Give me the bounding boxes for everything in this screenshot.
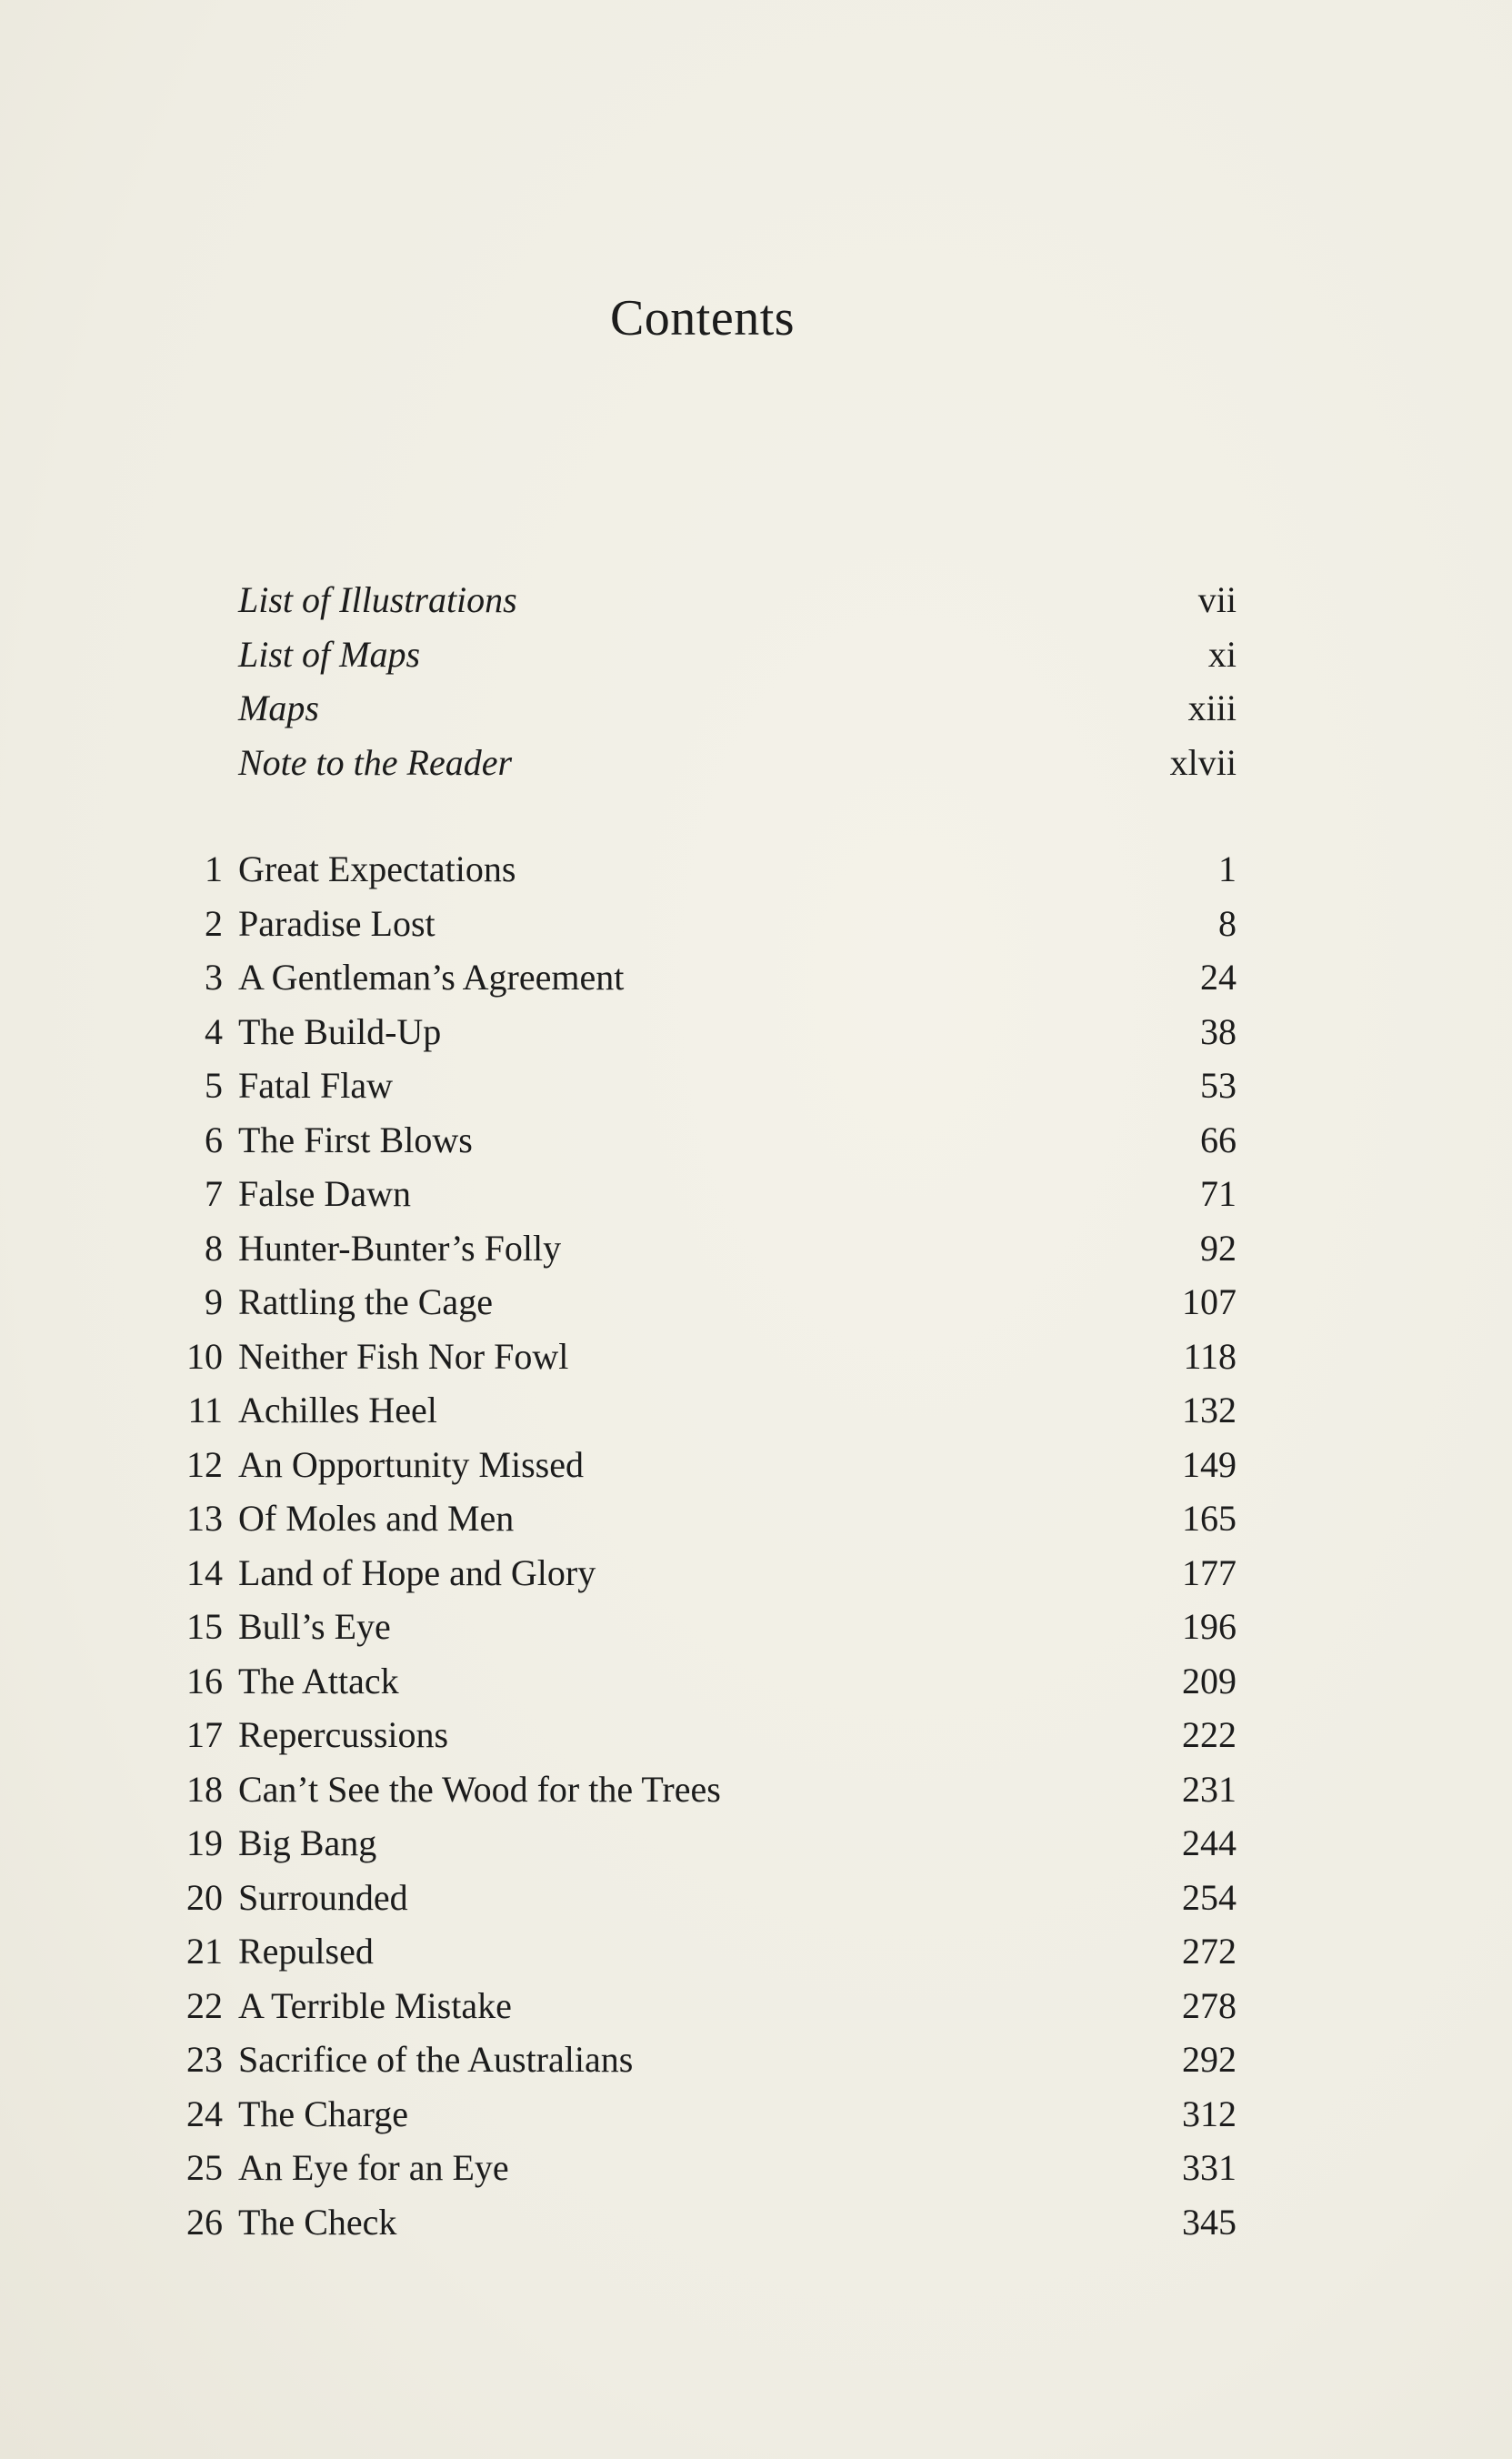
entry-title: Note to the Reader bbox=[238, 741, 513, 783]
chapter-number: 7 bbox=[205, 1173, 223, 1214]
chapter-page-number: 118 bbox=[1183, 1335, 1237, 1377]
entry-page-number: xiii bbox=[1187, 688, 1237, 728]
chapter-number: 18 bbox=[186, 1768, 223, 1810]
chapter-title: Fatal Flaw bbox=[238, 1065, 393, 1106]
chapter-number: 12 bbox=[186, 1443, 223, 1485]
chapter-title: The Charge bbox=[238, 2093, 408, 2134]
chapter-page-number: 272 bbox=[1182, 1931, 1237, 1972]
chapter-entry bbox=[155, 1871, 1237, 1925]
chapter-number: 9 bbox=[205, 1281, 223, 1322]
chapter-page-number: 53 bbox=[1200, 1065, 1237, 1106]
chapter-title: Hunter-Bunter’s Folly bbox=[238, 1227, 562, 1269]
chapter-entry bbox=[155, 1708, 1237, 1762]
entry-page-number: xlvii bbox=[1169, 741, 1237, 783]
chapter-number: 16 bbox=[186, 1660, 223, 1701]
chapter-page-number: 8 bbox=[1218, 902, 1237, 944]
chapter-title: A Gentleman’s Agreement bbox=[238, 957, 625, 998]
front-matter-list bbox=[155, 573, 1237, 789]
chapter-entry bbox=[155, 1438, 1237, 1492]
chapter-page-number: 345 bbox=[1182, 2201, 1237, 2243]
chapter-entry bbox=[155, 1383, 1237, 1438]
front-matter-entry bbox=[155, 736, 1237, 790]
chapter-number: 14 bbox=[186, 1551, 223, 1593]
entry-title: List of Maps bbox=[238, 633, 421, 675]
chapter-entry bbox=[155, 1816, 1237, 1871]
chapter-entry bbox=[155, 1275, 1237, 1330]
chapter-entry bbox=[155, 1113, 1237, 1168]
chapter-page-number: 231 bbox=[1182, 1768, 1237, 1810]
chapter-entry bbox=[155, 1979, 1237, 2033]
chapter-page-number: 1 bbox=[1218, 848, 1237, 889]
chapter-number: 3 bbox=[205, 957, 223, 998]
chapter-entry bbox=[155, 842, 1237, 897]
chapter-title: Sacrifice of the Australians bbox=[238, 2039, 634, 2080]
chapter-page-number: 92 bbox=[1200, 1227, 1237, 1269]
chapter-title: The Build-Up bbox=[238, 1010, 442, 1052]
chapter-entry bbox=[155, 1546, 1237, 1601]
page-title: Contents bbox=[609, 290, 796, 346]
chapter-page-number: 312 bbox=[1182, 2093, 1237, 2134]
chapter-entry bbox=[155, 1600, 1237, 1654]
chapter-page-number: 278 bbox=[1182, 1984, 1237, 2026]
chapter-title: Big Bang bbox=[238, 1822, 377, 1863]
front-matter-entry bbox=[155, 627, 1237, 682]
chapter-number: 1 bbox=[205, 848, 223, 889]
chapter-page-number: 107 bbox=[1182, 1281, 1237, 1322]
chapter-title: Of Moles and Men bbox=[238, 1498, 515, 1539]
chapter-page-number: 222 bbox=[1182, 1714, 1237, 1755]
front-matter-entry bbox=[155, 681, 1237, 736]
chapter-number: 26 bbox=[186, 2201, 223, 2243]
chapter-entry bbox=[155, 1167, 1237, 1221]
chapter-number: 5 bbox=[205, 1065, 223, 1106]
chapter-page-number: 196 bbox=[1182, 1606, 1237, 1647]
entry-title: Maps bbox=[238, 688, 319, 728]
chapter-entry bbox=[155, 1059, 1237, 1113]
chapter-number: 4 bbox=[205, 1010, 223, 1052]
chapter-number: 11 bbox=[187, 1390, 223, 1430]
chapter-entry bbox=[155, 1654, 1237, 1709]
chapter-number: 25 bbox=[186, 2147, 223, 2188]
chapter-page-number: 165 bbox=[1182, 1498, 1237, 1539]
chapter-page-number: 71 bbox=[1200, 1173, 1237, 1214]
chapter-entry bbox=[155, 1221, 1237, 1276]
chapter-number: 20 bbox=[186, 1876, 223, 1918]
chapter-number: 19 bbox=[186, 1822, 223, 1863]
chapter-title: Rattling the Cage bbox=[238, 1281, 493, 1322]
chapter-entry bbox=[155, 950, 1237, 1005]
chapter-entry bbox=[155, 1762, 1237, 1817]
chapter-title: The Attack bbox=[238, 1660, 399, 1701]
chapter-title: The Check bbox=[238, 2201, 397, 2243]
chapter-number: 15 bbox=[186, 1606, 223, 1647]
chapter-number: 22 bbox=[186, 1984, 223, 2026]
chapter-entry bbox=[155, 2141, 1237, 2195]
chapter-number: 8 bbox=[205, 1227, 223, 1269]
chapter-title: Paradise Lost bbox=[238, 902, 436, 944]
chapter-page-number: 292 bbox=[1182, 2039, 1237, 2080]
entry-title: List of Illustrations bbox=[238, 579, 517, 620]
chapter-title: Achilles Heel bbox=[238, 1390, 437, 1430]
chapter-number: 21 bbox=[186, 1931, 223, 1972]
chapter-entry bbox=[155, 2195, 1237, 2250]
chapter-entry bbox=[155, 2087, 1237, 2142]
chapter-title: A Terrible Mistake bbox=[238, 1984, 512, 2026]
entry-page-number: xi bbox=[1207, 633, 1237, 675]
chapter-page-number: 132 bbox=[1182, 1390, 1237, 1430]
chapter-number: 13 bbox=[186, 1498, 223, 1539]
chapter-title: Great Expectations bbox=[238, 848, 516, 889]
chapter-entry bbox=[155, 1005, 1237, 1059]
chapter-number: 10 bbox=[186, 1335, 223, 1377]
chapter-page-number: 209 bbox=[1182, 1660, 1237, 1701]
chapter-entry bbox=[155, 1924, 1237, 1979]
chapter-title: Neither Fish Nor Fowl bbox=[238, 1335, 569, 1377]
chapter-list bbox=[155, 842, 1237, 2249]
chapter-number: 23 bbox=[186, 2039, 223, 2080]
entry-page-number: vii bbox=[1197, 579, 1237, 620]
chapter-title: Surrounded bbox=[238, 1876, 408, 1918]
chapter-page-number: 254 bbox=[1182, 1876, 1237, 1918]
chapter-title: An Opportunity Missed bbox=[238, 1443, 584, 1485]
chapter-number: 17 bbox=[186, 1714, 223, 1755]
chapter-title: Bull’s Eye bbox=[238, 1606, 391, 1647]
chapter-title: Land of Hope and Glory bbox=[238, 1551, 596, 1593]
chapter-title: False Dawn bbox=[238, 1173, 411, 1214]
chapter-number: 24 bbox=[186, 2093, 223, 2134]
chapter-entry bbox=[155, 1491, 1237, 1546]
chapter-number: 6 bbox=[205, 1119, 223, 1160]
chapter-page-number: 24 bbox=[1200, 957, 1237, 998]
chapter-number: 2 bbox=[205, 902, 223, 944]
chapter-title: Can’t See the Wood for the Trees bbox=[238, 1768, 721, 1810]
chapter-page-number: 177 bbox=[1182, 1551, 1237, 1593]
chapter-page-number: 331 bbox=[1182, 2147, 1237, 2188]
chapter-page-number: 66 bbox=[1200, 1119, 1237, 1160]
chapter-entry bbox=[155, 1330, 1237, 1384]
chapter-entry bbox=[155, 897, 1237, 951]
chapter-title: The First Blows bbox=[238, 1119, 473, 1160]
chapter-page-number: 38 bbox=[1200, 1010, 1237, 1052]
chapter-page-number: 244 bbox=[1182, 1822, 1237, 1863]
chapter-entry bbox=[155, 2032, 1237, 2087]
chapter-page-number: 149 bbox=[1182, 1443, 1237, 1485]
chapter-title: Repercussions bbox=[238, 1714, 449, 1755]
chapter-title: Repulsed bbox=[238, 1931, 374, 1972]
front-matter-entry bbox=[155, 573, 1237, 627]
chapter-title: An Eye for an Eye bbox=[238, 2147, 509, 2188]
